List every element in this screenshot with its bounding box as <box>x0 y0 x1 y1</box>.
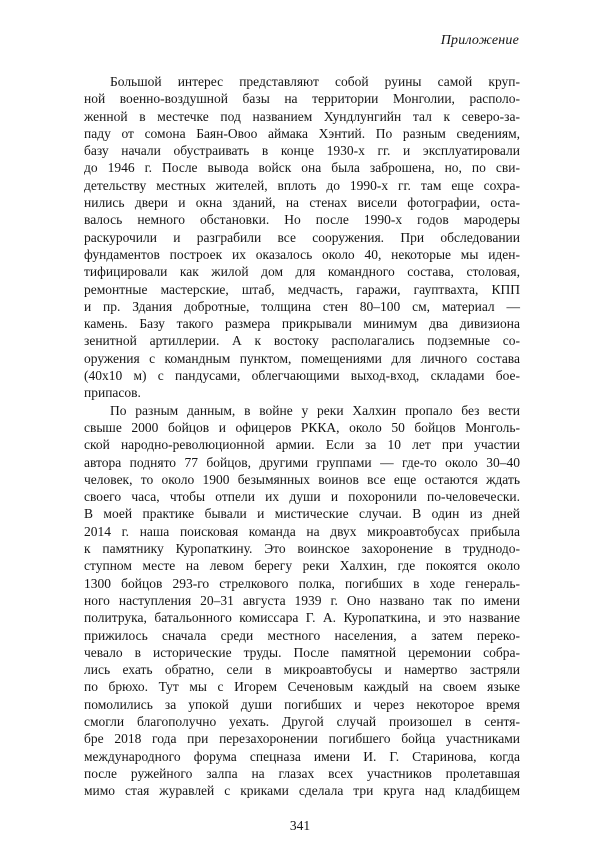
text-line: свыше 2000 бойцов и офицеров РККА, около 50 бойцов Монголь- <box>84 419 520 435</box>
text-line: к памятнику Куропаткину. Это воинское захоронение в труднодо- <box>84 541 520 557</box>
paragraph <box>84 73 520 402</box>
running-head: Приложение <box>440 33 519 48</box>
text-line: по брюхо. Тут мы с Игорем Сеченовым каждый на своем языке <box>84 679 520 695</box>
text-line: фундаментов построек их оказалось около 40, некоторые мы иден- <box>84 246 520 262</box>
text-line: до 1946 г. После вывода войск она была заброшена, но, по сви- <box>84 160 520 176</box>
text-line: ской народно-революционной армии. Если за 10 лет при участии <box>84 437 520 453</box>
text-line: (40х10 м) с пандусами, облегчающими выход-вход, складами бое- <box>84 368 520 384</box>
text-line: после ружейного залпа на глазах всех участников пролетавшая <box>84 765 520 781</box>
text-line: раскурочили и разграбили все сооружения. При обследовании <box>84 229 520 245</box>
text-line: ремонтные мастерские, штаб, медчасть, гаражи, гауптвахта, КПП <box>84 281 520 297</box>
text-body <box>84 73 520 799</box>
text-line: и пр. Здания добротные, толщина стен 80–100 см, материал — <box>84 298 520 314</box>
text-line: базу начали обустраивать в конце 1930-х гг. и эксплуатировали <box>84 143 520 159</box>
text-line: своего часа, чтобы отпели их души и похоронили по-человечески. <box>84 489 520 505</box>
paragraph <box>84 402 520 800</box>
text-line: бре 2018 года при перезахоронении погибшего бойца участниками <box>84 731 520 747</box>
text-line: зенитной артиллерии. А к востоку располагались подземные со- <box>84 333 520 349</box>
text-line: политрука, батальонного комиссара Г. А. Куропаткина, и это название <box>84 610 520 626</box>
text-line: автора поднято 77 бойцов, другими группами — где-то около 30–40 <box>84 454 520 470</box>
text-line: прижилось сначала среди местного населения, а затем переко- <box>84 627 520 643</box>
text-line: нились двери и окна зданий, на стенах висели фотографии, оста- <box>84 195 520 211</box>
text-line: Большой интерес представляют собой руины самой круп- <box>110 74 520 89</box>
text-line: валось немного обстановки. Но после 1990-х годов мародеры <box>84 212 520 228</box>
text-line: камень. Базу такого размера прикрывали минимум два дивизиона <box>84 316 520 332</box>
text-line: припасов. <box>84 385 141 401</box>
text-line: ной военно-воздушной базы на территории Монголии, располо- <box>84 91 520 107</box>
text-line: женной в местечке под названием Хундлунгийн тал к северо-за- <box>84 108 520 124</box>
text-line: ного наступления 20–31 августа 1939 г. Оно названо так по имени <box>84 592 520 608</box>
text-line: чевало в исторические труды. После памятной церемонии собра- <box>84 644 520 660</box>
text-line: смогли благополучно уехать. Другой случай произошел в сентя- <box>84 713 520 729</box>
text-line: 1300 бойцов 293-го стрелкового полка, погибших в ходе генераль- <box>84 575 520 591</box>
text-line: международного форума спецназа имени И. Г. Старинова, когда <box>84 748 520 764</box>
text-line: мимо стая журавлей с криками сделала три круга над кладбищем <box>84 783 520 799</box>
text-line: 2014 г. наша поисковая команда на двух микроавтобусах прибыла <box>84 523 520 539</box>
text-line: помолились за упокой души погибших и через некоторое время <box>84 696 520 712</box>
text-line: ступном месте на левом берегу реки Халхин, где покоятся около <box>84 558 520 574</box>
text-line: человек, то около 1900 безымянных воинов все еще остаются ждать <box>84 471 520 487</box>
text-line: паду от сомона Баян-Овоо аймака Хэнтий. По разным сведениям, <box>84 125 520 141</box>
text-line: лись ехать обратно, сели в микроавтобусы и намертво застряли <box>84 662 520 678</box>
text-line: тифицировали как жилой дом для командного состава, столовая, <box>84 264 520 280</box>
text-line: оружения с командным пунктом, помещениями для личного состава <box>84 350 520 366</box>
text-line: В моей практике бывали и мистические случаи. В один из дней <box>84 506 520 522</box>
text-line: детельству местных жителей, вплоть до 1990-х гг. там еще сохра- <box>84 177 520 193</box>
text-line: По разным данным, в войне у реки Халхин пропало без вести <box>110 402 520 418</box>
page-number: 341 <box>289 818 311 833</box>
